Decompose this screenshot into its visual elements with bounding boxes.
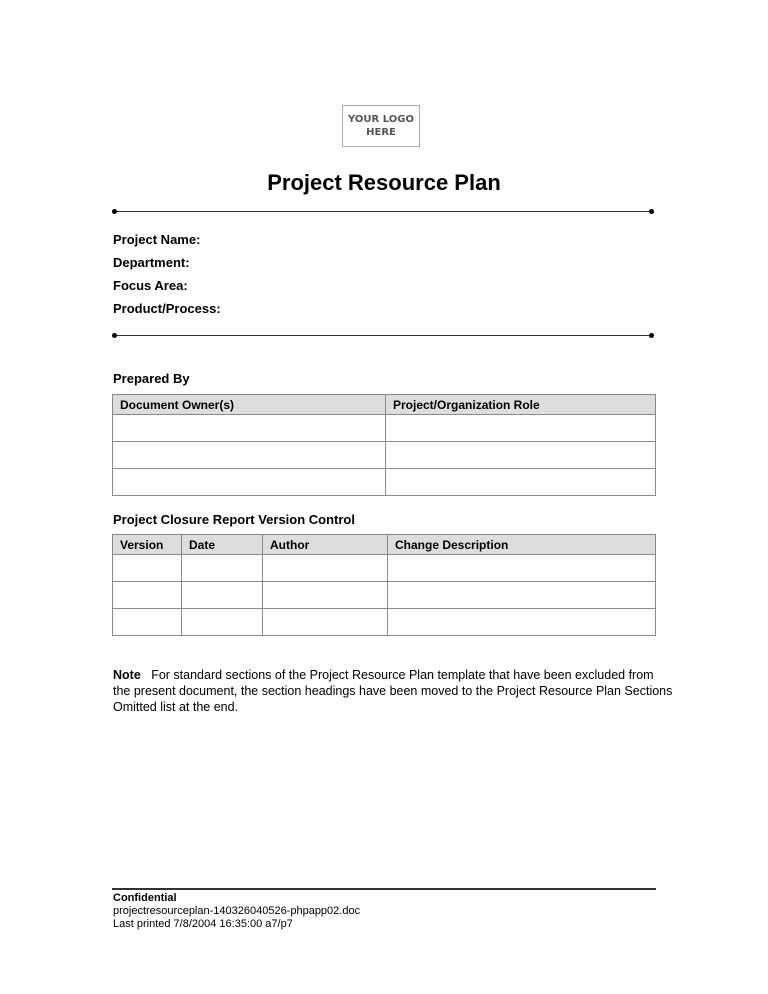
table-cell[interactable] xyxy=(182,555,263,582)
column-header: Date xyxy=(182,535,263,555)
table-cell[interactable] xyxy=(386,469,656,496)
table-row xyxy=(113,582,656,609)
table-cell[interactable] xyxy=(182,582,263,609)
column-header: Change Description xyxy=(388,535,656,555)
table-cell[interactable] xyxy=(388,609,656,636)
table-row xyxy=(113,609,656,636)
field-focus-area: Focus Area: xyxy=(113,278,188,293)
table-row xyxy=(113,415,656,442)
table-cell[interactable] xyxy=(388,582,656,609)
footer-confidential: Confidential xyxy=(113,892,177,904)
table-cell[interactable] xyxy=(113,555,182,582)
table-cell[interactable] xyxy=(113,609,182,636)
note-paragraph xyxy=(113,667,673,715)
page-title: Project Resource Plan xyxy=(267,170,501,195)
table-row xyxy=(113,442,656,469)
column-header: Author xyxy=(263,535,388,555)
table-cell[interactable] xyxy=(388,555,656,582)
table-cell[interactable] xyxy=(263,582,388,609)
table-cell[interactable] xyxy=(263,555,388,582)
table-cell[interactable] xyxy=(113,469,386,496)
table-cell[interactable] xyxy=(113,582,182,609)
field-product-process: Product/Process: xyxy=(113,301,221,316)
footer xyxy=(113,892,360,931)
note-text: For standard sections of the Project Resource Plan template that have been excluded from the present document, the section headings have been moved to the Project Resource Plan Sections Omitted list at the end. xyxy=(113,668,673,714)
field-department: Department: xyxy=(113,255,190,270)
footer-filename: projectresourceplan-140326040526-phpapp02.doc xyxy=(113,905,361,917)
footer-divider xyxy=(112,888,656,890)
column-header: Version xyxy=(113,535,182,555)
table-cell[interactable] xyxy=(386,415,656,442)
column-header: Document Owner(s) xyxy=(113,395,386,415)
version-control-heading: Project Closure Report Version Control xyxy=(113,512,355,527)
table-cell[interactable] xyxy=(182,609,263,636)
table-row xyxy=(113,469,656,496)
footer-printed: Last printed 7/8/2004 16:35:00 a7/p7 xyxy=(113,918,293,930)
table-cell[interactable] xyxy=(386,442,656,469)
logo-placeholder xyxy=(342,105,420,147)
logo-text: YOUR LOGO xyxy=(348,114,414,125)
table-cell[interactable] xyxy=(263,609,388,636)
prepared-by-heading: Prepared By xyxy=(113,371,190,386)
column-header: Project/Organization Role xyxy=(386,395,656,415)
version-control-table xyxy=(112,534,656,636)
prepared-by-table xyxy=(112,394,656,496)
divider xyxy=(114,211,652,212)
table-row xyxy=(113,555,656,582)
table-cell[interactable] xyxy=(113,442,386,469)
field-project-name: Project Name: xyxy=(113,232,201,247)
logo-text: HERE xyxy=(366,127,396,138)
table-cell[interactable] xyxy=(113,415,386,442)
note-label: Note xyxy=(113,668,141,682)
divider xyxy=(114,335,652,336)
